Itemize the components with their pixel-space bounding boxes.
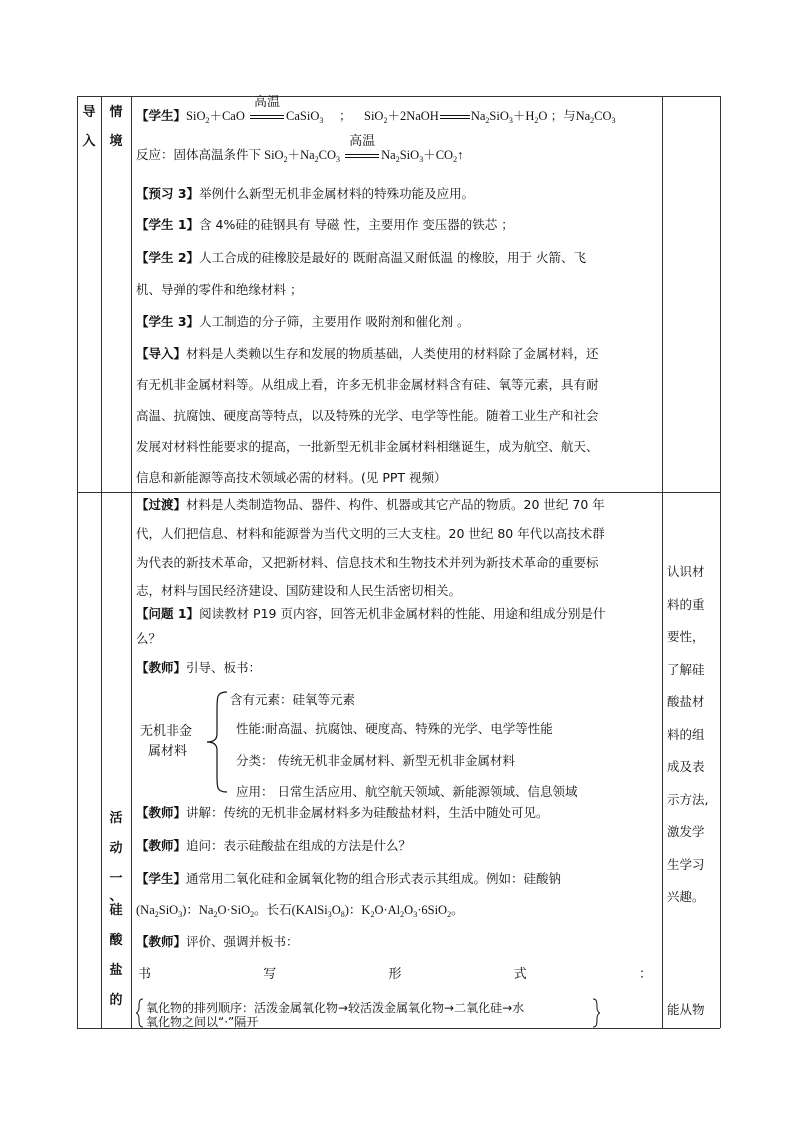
bracket-rules: 氧化物的排列顺序：活泼金属氧化物→较活泼金属氧化物→二氧化硅→水 氧化物之间以“·”隔开 <box>146 1001 525 1029</box>
bracket-right <box>592 998 600 1028</box>
col-border-3 <box>662 96 663 1028</box>
teacher-explain-line: 【教师】讲解：传统的无机非金属材料多为硅酸盐材料，生活中随处可见。 <box>136 805 549 820</box>
equation-line-2: 反应：固体高温条件下 $SiO_2+Na_2CO_3$ 高温 $Na_2SiO_3+CO_2↑$ <box>136 133 464 164</box>
student-1-line: 【学生 1】含 4%硅的硅钢具有 导磁 性，主要用作 变压器的铁芯 ； <box>136 217 514 232</box>
reaction-condition-arrow: 高温 <box>250 108 284 124</box>
diagram-item-properties: 性能:耐高温、抗腐蚀、硬度高、特殊的光学、电学等性能 <box>236 721 553 736</box>
bracket-left <box>136 998 144 1028</box>
student-2-line: 【学生 2】人工合成的硅橡胶是最好的 既耐高温又耐低温 的橡胶，用于 火箭、飞 <box>136 250 586 265</box>
col-border-left <box>77 96 78 1028</box>
reaction-condition-arrow: 高温 <box>345 147 379 163</box>
stage-label-scenario: 情 境 <box>109 105 123 149</box>
question-1-line-cont: 么？ <box>136 631 162 646</box>
diagram-item-applications: 应用： 日常生活应用、航空航天领域、新能源领域、信息领域 <box>236 784 578 799</box>
teacher-summary-line: 【教师】评价、强调并板书： <box>136 934 299 949</box>
student-2-line-cont: 机、导弹的零件和绝缘材料 ； <box>136 282 303 297</box>
student-3-line: 【学生 3】人工制造的分子筛，主要用作 吸附剂和催化剂 。 <box>136 314 470 329</box>
intro-paragraph-5: 信息和新能源等高技术领域必需的材料。(见 PPT 视频） <box>136 470 447 485</box>
stage-label-activity-1: 活 动 一 、 硅 酸 盐 的 <box>109 811 123 1008</box>
writing-form-heading: 书 写 形 式 ： <box>138 967 652 982</box>
transition-line-3: 为代表的新技术革命，又把新材料、信息技术和生物技术并列为新技术革命的重要标 <box>136 555 599 570</box>
intro-paragraph-2: 有无机非金属材料等。从组成上看，许多无机非金属材料含有硅、氧等元素，具有耐 <box>136 377 599 392</box>
objective-notes-bottom: 能从物 <box>667 1002 705 1017</box>
table-top-border <box>77 96 720 97</box>
transition-line-2: 代，人们把信息、材料和能源誉为当代文明的三大支柱。20 世纪 80 年代以高技术群 <box>136 526 605 541</box>
diagram-root-label: 无机非金 属材料 <box>140 724 193 759</box>
col-border-1 <box>101 96 102 1028</box>
student-tag: 【学生】 <box>136 109 187 123</box>
stage-label-intro: 导 入 <box>82 105 96 149</box>
intro-paragraph-1: 【导入】材料是人类赖以生存和发展的物质基础，人类使用的材料除了金属材料，还 <box>136 346 599 361</box>
transition-line-1: 【过渡】材料是人类制造物品、器件、构件、机器或其它产品的物质。20 世纪 70 年 <box>136 497 605 512</box>
teacher-guide-line: 【教师】引导、板书： <box>136 660 262 675</box>
col-border-2 <box>131 96 132 1028</box>
teacher-ask-line: 【教师】追问：表示硅酸盐在组成的方法是什么？ <box>136 838 412 853</box>
question-1-line: 【问题 1】阅读教材 P19 页内容，回答无机非金属材料的性能、用途和组成分别是什 <box>136 606 606 621</box>
objective-notes: 认识材 料的重 要性， 了解硅 酸盐材 料的组 成及表 示方法, 激发学 生学习 兴趣。 <box>667 564 709 904</box>
diagram-item-categories: 分类： 传统无机非金属材料、新型无机非金属材料 <box>236 753 515 768</box>
intro-paragraph-4: 发展对材料性能要求的提高，一批新型无机非金属材料相继诞生，成为航空、航天、 <box>136 439 599 454</box>
preview-3-line: 【预习 3】举例什么新型无机非金属材料的特殊功能及应用。 <box>136 186 475 201</box>
equation-line-1: 【学生】SiO$_2$＋CaO 高温 CaSiO$_3$ ； SiO$_2$＋2NaOH $Na_2SiO_3+H_2O$ ；与$Na_2CO_3$ <box>136 94 616 125</box>
col-border-right <box>720 96 721 1028</box>
diagram-item-elements: 含有元素：硅氧等元素 <box>230 692 356 707</box>
curly-brace <box>205 690 229 794</box>
intro-paragraph-3: 高温、抗腐蚀、硬度高等特点，以及特殊的光学、电学等性能。随着工业生产和社会 <box>136 408 599 423</box>
equals-sign <box>440 108 470 124</box>
student-answer-line: 【学生】通常用二氧化硅和金属氧化物的组合形式表示其组成。例如：硅酸钠 <box>136 871 562 886</box>
row-divider <box>77 492 720 493</box>
transition-line-4: 志，材料与国民经济建设、国防建设和人民生活密切相关。 <box>136 583 462 598</box>
silicate-formula-line: $(Na_2SiO_3)$：$Na_2O\cdot SiO_2$。长石$(KAlSi_3O_8)$：$K_2O\cdot Al_2O_3\cdot 6SiO_2$。 <box>136 903 464 919</box>
